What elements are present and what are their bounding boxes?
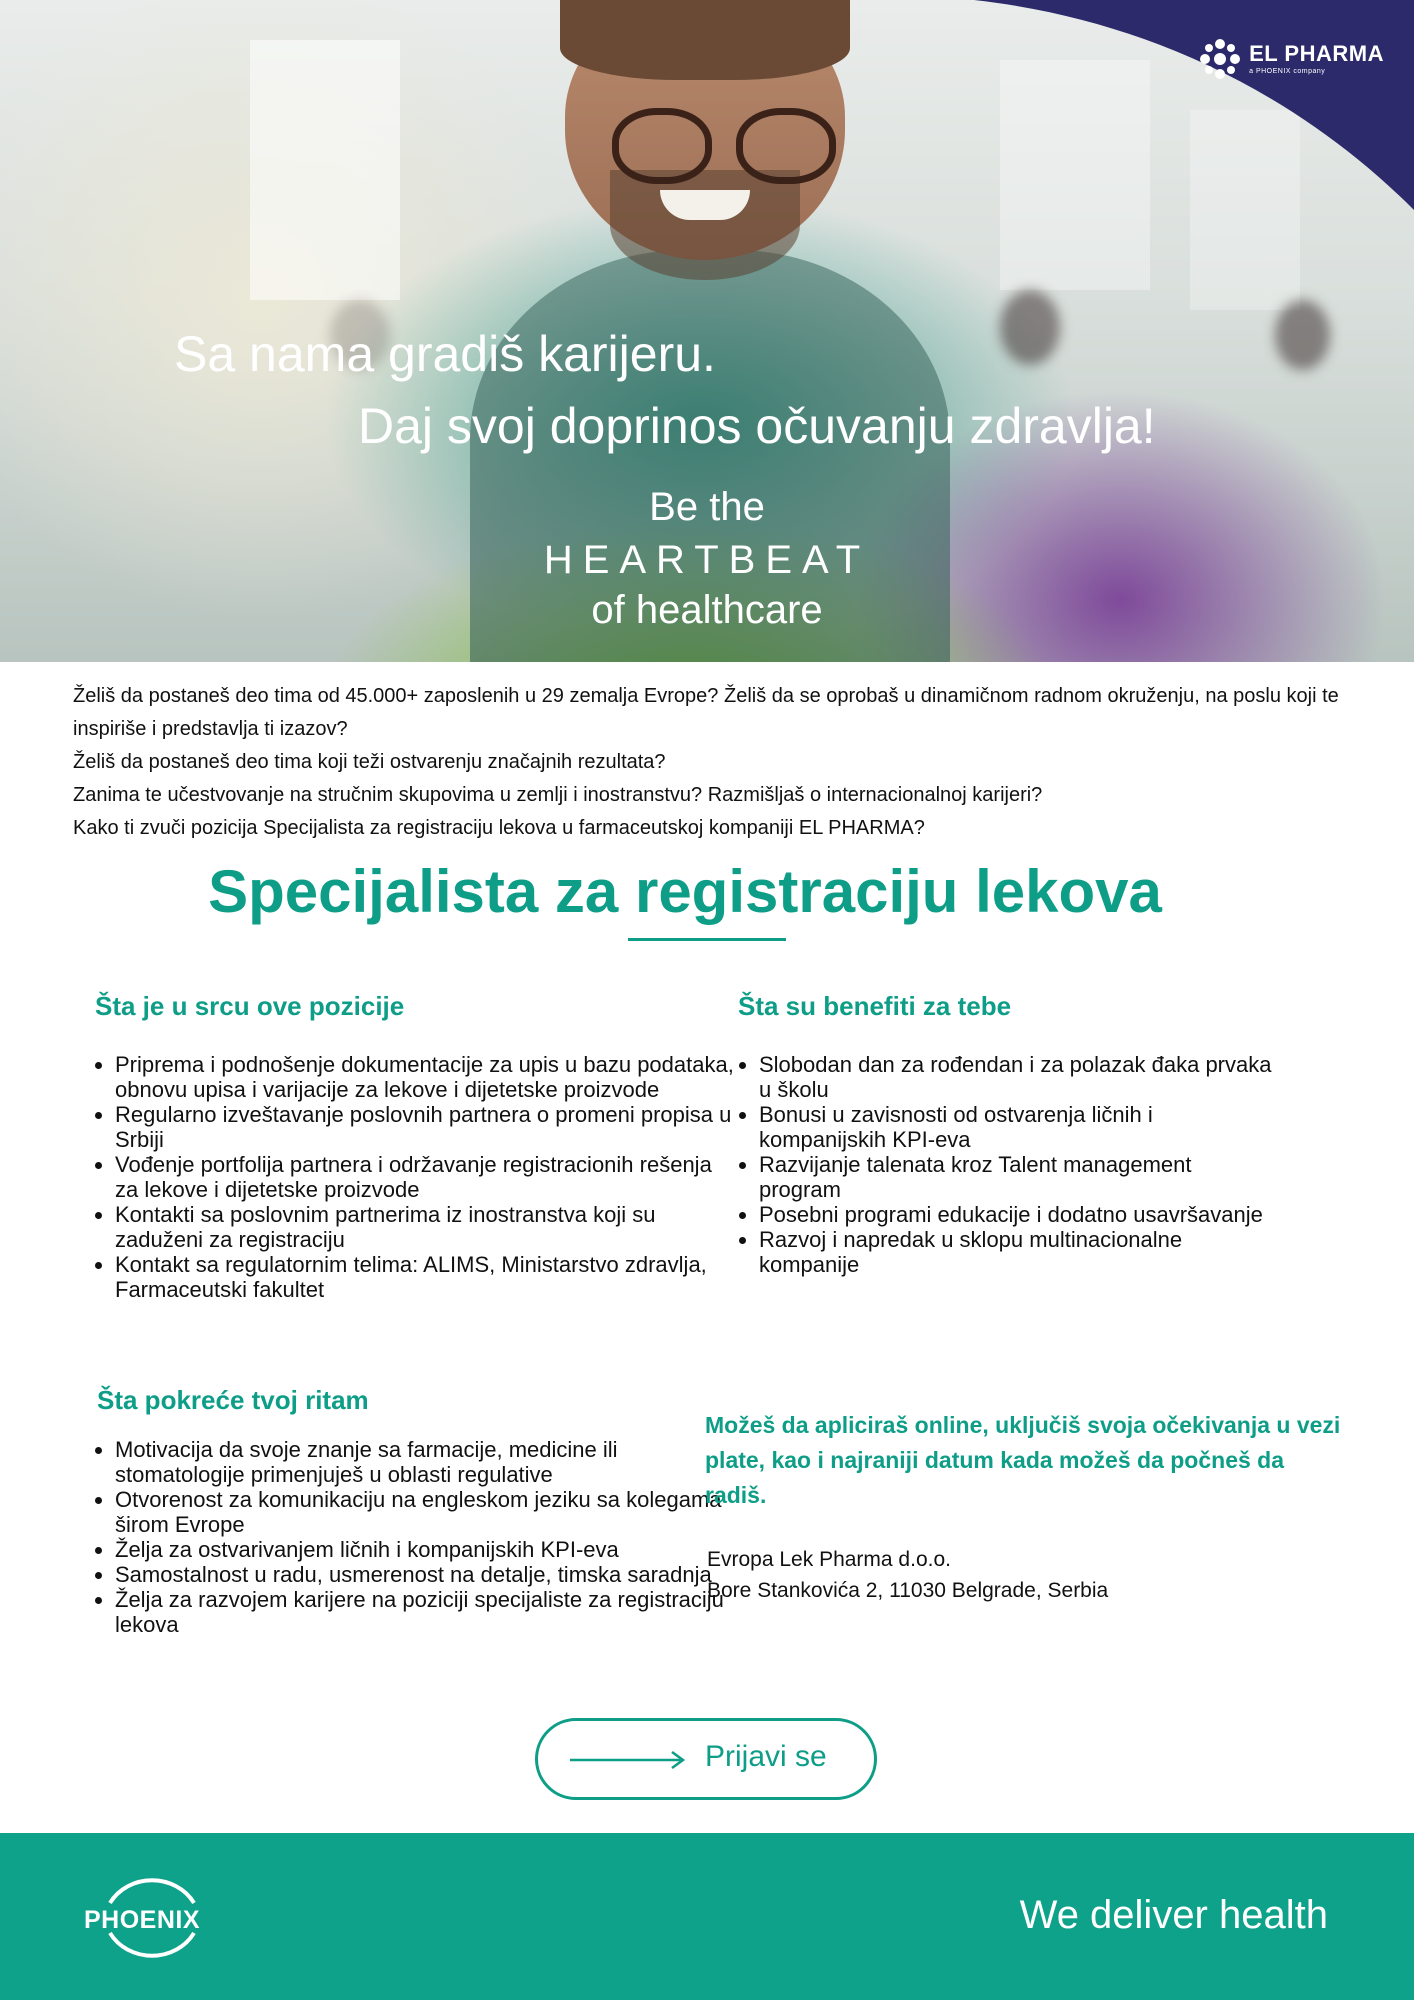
list-item: • Kontakt sa regulatornim telima: ALIMS, Ministarstvo zdravlja, Farmaceutski fakultet [115, 1252, 735, 1302]
tagline-light: We deliver [1019, 1893, 1208, 1937]
section-heading-benefits: Šta su benefiti za tebe [738, 991, 1012, 1021]
company-address [707, 1544, 1108, 1606]
job-title: Specijalista za registraciju lekova [208, 858, 1162, 925]
list-item: • Posebni programi edukacije i dodatno usavršavanje [759, 1202, 1279, 1227]
list-item: • Razvoj i napredak u sklopu multinacionalne kompanije [759, 1227, 1279, 1277]
list-item: • Samostalnost u radu, usmerenost na detalje, timska saradnja [115, 1562, 735, 1587]
el-pharma-logo [1199, 38, 1384, 80]
slogan-heartbeat: HEARTBEAT [543, 538, 871, 582]
intro-paragraph: Želiš da postaneš deo tima koji teži ostvarenju značajnih rezultata? [73, 751, 666, 773]
arrow-right-icon [568, 1749, 688, 1771]
intro-paragraph: Zanima te učestvovanje na stručnim skupovima u zemlji i inostranstvu? Razmišljaš o internacionalnoj karijeri? [73, 784, 1043, 806]
background-person [1000, 290, 1060, 365]
hero-headline-2: Daj svoj doprinos očuvanju zdravlja! [358, 398, 1156, 454]
background-person [1275, 300, 1330, 370]
hero-banner [0, 0, 1414, 662]
glasses-icon [736, 108, 836, 184]
list-item: • Motivacija da svoje znanje sa farmacije, medicine ili stomatologije primenjuješ u oblasti regulative [115, 1437, 735, 1487]
background-window [250, 40, 400, 300]
list-item: • Slobodan dan za rođendan i za polazak đaka prvaka u školu [759, 1052, 1279, 1102]
apply-button[interactable] [535, 1718, 877, 1800]
list-item: • Želja za razvojem karijere na poziciji specijaliste za registraciju lekova [115, 1587, 735, 1637]
section-heading-rhythm: Šta pokreće tvoj ritam [97, 1385, 369, 1415]
el-pharma-molecule-icon [1199, 38, 1241, 80]
list-item: • Želja za ostvarivanjem ličnih i kompanijskih KPI-eva [115, 1537, 735, 1562]
list-item: • Vođenje portfolija partnera i održavanje registracionih rešenja za lekove i dijetetske proizvode [115, 1152, 735, 1202]
apply-button-label: Prijavi se [705, 1740, 827, 1773]
slogan-be-the: Be the [649, 485, 765, 529]
brand-subtitle: a PHOENIX company [1249, 68, 1326, 75]
phoenix-logo-text: PHOENIX [84, 1906, 201, 1934]
person-illustration-hair [560, 0, 850, 80]
tagline-bold: health [1219, 1893, 1328, 1937]
list-item: • Bonusi u zavisnosti od ostvarenja ličnih i kompanijskih KPI-eva [759, 1102, 1279, 1152]
brand-swoosh-shape [974, 0, 1414, 220]
list-item: • Priprema i podnošenje dokumentacije za upis u bazu podataka, obnovu upisa i varijacije za lekove i dijetetske proizvode [115, 1052, 735, 1102]
list-item: • Kontakti sa poslovnim partnerima iz inostranstva koji su zaduženi za registraciju [115, 1202, 735, 1252]
person-illustration-beard [610, 170, 800, 280]
intro-text [73, 680, 1353, 845]
company-name: Evropa Lek Pharma d.o.o. [707, 1548, 951, 1571]
list-item: • Razvijanje talenata kroz Talent management program [759, 1152, 1279, 1202]
slogan-of-healthcare: of healthcare [591, 588, 823, 632]
footer-tagline [1020, 1893, 1328, 1938]
intro-paragraph: Želiš da postaneš deo tima od 45.000+ zaposlenih u 29 zemalja Evrope? Želiš da se oprobaš u dinamičnom radnom okruženju, na poslu koji te inspiriše i predstavlja ti izazov? [73, 685, 1339, 740]
brand-name: EL PHARMA [1249, 41, 1384, 66]
section-heading-position: Šta je u srcu ove pozicije [95, 991, 405, 1021]
intro-paragraph: Kako ti zvuči pozicija Specijalista za registraciju lekova u farmaceutskoj kompaniji EL PHARMA? [73, 817, 925, 839]
glasses-icon [612, 108, 712, 184]
street-address: Bore Stankovića 2, 11030 Belgrade, Serbia [707, 1579, 1109, 1602]
footer [0, 1833, 1414, 2000]
list-item: • Otvorenost za komunikaciju na engleskom jeziku sa kolegama širom Evrope [115, 1487, 735, 1537]
list-item: • Regularno izveštavanje poslovnih partnera o promeni propisa u Srbiji [115, 1102, 735, 1152]
hero-headline-1: Sa nama gradiš karijeru. [174, 326, 716, 382]
apply-instructions: Možeš da apliciraš online, uključiš svoja očekivanja u vezi plate, kao i najraniji datum kada možeš da počneš da radiš. [705, 1412, 1341, 1508]
benefits-list [717, 1052, 1279, 1277]
position-duties-list [73, 1052, 735, 1302]
title-underline [628, 938, 786, 941]
requirements-list [73, 1437, 735, 1637]
